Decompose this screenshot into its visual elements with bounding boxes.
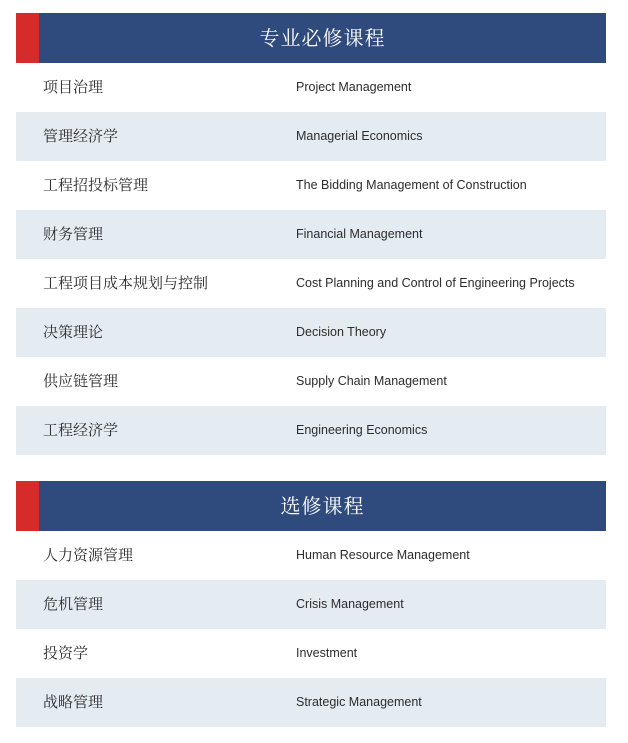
section-title: 选修课程 [280,494,365,518]
section-header [16,481,606,531]
course-row [16,112,606,161]
course-name-cn: 供应链管理 [43,372,119,390]
course-name-en: Managerial Economics [296,129,423,143]
course-name-cn: 工程招投标管理 [43,176,149,194]
course-row [16,580,606,629]
course-name-en: Engineering Economics [296,423,428,437]
course-name-cn: 管理经济学 [43,127,119,145]
course-row [16,308,606,357]
course-name-cn: 决策理论 [43,323,104,341]
course-name-en: Crisis Management [296,597,404,611]
course-name-en: Strategic Management [296,695,422,709]
course-name-cn: 工程经济学 [43,421,119,439]
course-name-en: Financial Management [296,227,423,241]
course-row [16,63,606,112]
course-name-en: The Bidding Management of Construction [296,178,527,192]
course-name-en: Investment [296,646,358,660]
required-courses-section [16,13,606,455]
elective-courses-section [16,481,606,727]
course-name-cn: 投资学 [43,644,89,662]
course-row [16,357,606,406]
course-row [16,629,606,678]
course-name-cn: 人力资源管理 [43,546,134,564]
red-accent-bar [16,481,39,531]
course-row [16,678,606,727]
course-name-en: Project Management [296,80,412,94]
section-title: 专业必修课程 [259,26,386,50]
course-name-cn: 危机管理 [43,595,104,613]
course-name-en: Decision Theory [296,325,387,339]
course-name-en: Cost Planning and Control of Engineering Projects [296,276,575,290]
course-row [16,406,606,455]
course-row [16,210,606,259]
section-header [16,13,606,63]
course-row [16,259,606,308]
course-name-cn: 工程项目成本规划与控制 [43,274,209,292]
course-name-en: Supply Chain Management [296,374,447,388]
course-row [16,531,606,580]
course-name-cn: 财务管理 [43,225,104,243]
course-row [16,161,606,210]
course-name-cn: 项目治理 [43,78,104,96]
course-name-en: Human Resource Management [296,548,470,562]
course-name-cn: 战略管理 [43,693,104,711]
red-accent-bar [16,13,39,63]
